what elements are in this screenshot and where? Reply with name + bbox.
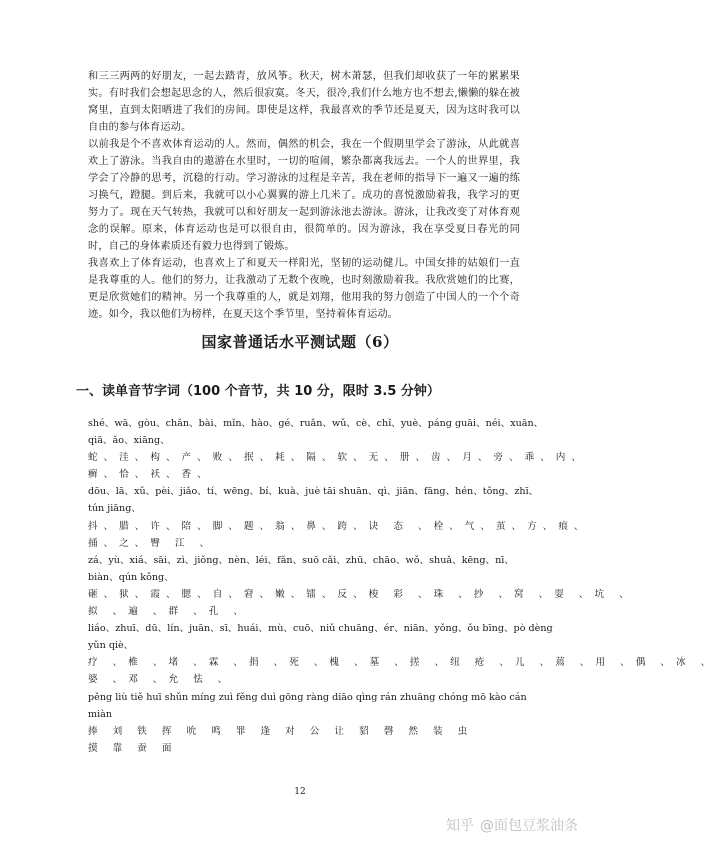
essay-paragraph-3: 我喜欢上了体育运动，也喜欢上了和夏天一样阳光，坚韧的运动健儿。中国女排的姑娘们一直是我尊重的人。他们的努力，让我激动了无数个夜晚，也时刻激励着我。我欣赏她们的比赛，更是欣赏她们的精神。另一个我尊重的人，就是刘翔，他用我的努力创造了中国人的一个个奇迹。如今，我以他们为榜样，在夏天这个季节里，坚持着体育运动。 [88,258,520,320]
hanzi-row: 婆 、邓 、允 怯 、 [88,674,234,686]
hanzi-row: 拟 、遍 、群 、孔 、 [88,606,249,618]
pinyin-row: miàn [88,708,113,720]
pinyin-row: liáo、zhuī、dū、lín、juān、sī、huái、mù、cuō、niǔ chuāng、ér、niān、yǒng、ǒu bīng、pò dèng [88,623,553,635]
hanzi-row: 捧 刘 铁 挥 吮 鸣 罪 逢 对 公 让 貂 磬 然 装 虫 [88,725,474,737]
page-number: 12 [294,787,306,797]
hanzi-row: 摸 靠 蚕 面 [88,742,178,754]
pinyin-row: zá、yù、xiá、sāi、zì、jiǒng、nèn、léi、fǎn、suō cǎi、zhū、chāo、wǒ、shuǎ、kēng、nī、 [88,554,514,566]
essay-paragraph-2: 以前我是个不喜欢体育运动的人。然而，偶然的机会，我在一个假期里学会了游泳，从此就喜欢上了游泳。当我自由的遨游在水里时，一切的喧闹，繁杂都离我远去。一个人的世界里，我学会了冷静的思考，沉稳的行动。学习游泳的过程是辛苦，我在老师的指导下一遍又一遍的练习换气，蹬腿。到后来，我就可以小心翼翼的游上几米了。成功的喜悦激励着我，我学习的更努力了。现在天气转热，我就可以和好朋友一起到游泳池去游泳。游泳，让我改变了对体育观念的误解。原来，体育运动也是可以很自由，很简单的。因为游泳，我在享受夏日春光的同时，自己的身体素质还有毅力也得到了锻炼。 [88,139,520,252]
hanzi-row: 疗 、椎 、堵 、霖 、捐 、死 、槐 、墓 、搓 、纽 疮 、儿 、蔫 、用 、偶 、冰 、 [88,657,716,669]
section-heading: 一、读单音节字词（100 个音节，共 10 分，限时 3.5 分钟） [76,384,440,399]
zhihu-watermark [446,815,578,835]
essay-paragraph-1: 和三三两两的好朋友，一起去踏青，放风筝。秋天，树木萧瑟，但我们却收获了一年的累累果实。有时我们会想起思念的人，然后很寂寞。冬天，很冷,我们什么地方也不想去,懒懒的躲在被窝里，直到太阳晒进了我们的房间。即使是这样，我最喜欢的季节还是夏天，因为这时我可以自由的参与体育运动。 [88,71,520,133]
pinyin-row: biàn、qún kǒng、 [88,571,174,583]
word-reading-exercise [88,415,716,757]
test-title: 国家普通话水平测试题（6） [201,333,399,351]
pinyin-row: dōu、lā、xǔ、pèi、jiǎo、tí、wēng、bí、kuà、juè tāi shuān、qì、jiān、fāng、hén、tǒng、zhī、 [88,486,539,498]
hanzi-row: 砸、狱、霞、腮、自、窘、嫩、镭、反、梭 彩 、珠 、抄 、窝 、耍 、坑 、 [88,588,635,600]
pinyin-row: yǔn qiè、 [88,640,134,652]
hanzi-row: 抖、腊、许、陪、脚、题、翁、鼻、跨、诀 态 、栓、气、茧、方、痕、 [88,520,590,532]
pinyin-row: pěng liù tiě huī shǔn míng zuì fěng duì gōng ràng diāo qìng rán zhuāng chóng mō kào cán [88,691,527,703]
hanzi-row: 捅、之、臀 江 、 [88,537,216,549]
hanzi-row: 癣、恰、袄、香、 [88,469,213,481]
watermark-brand: 知乎 [446,818,474,834]
essay-text [88,68,520,323]
hanzi-row: 蛇、洼、构、产、败、抿、耗、隔、软、无、册、齿、月、旁、乖、内、 [88,452,587,464]
pinyin-row: qiā、ǎo、xiāng、 [88,435,170,447]
pinyin-row: shé、wā、gòu、chǎn、bài、mǐn、hào、gé、ruǎn、wǔ、cè、chǐ、yuè、páng guāi、néi、xuān、 [88,418,544,429]
pinyin-row: tún jiāng、 [88,503,141,515]
watermark-handle: @面包豆浆油条 [480,818,578,834]
